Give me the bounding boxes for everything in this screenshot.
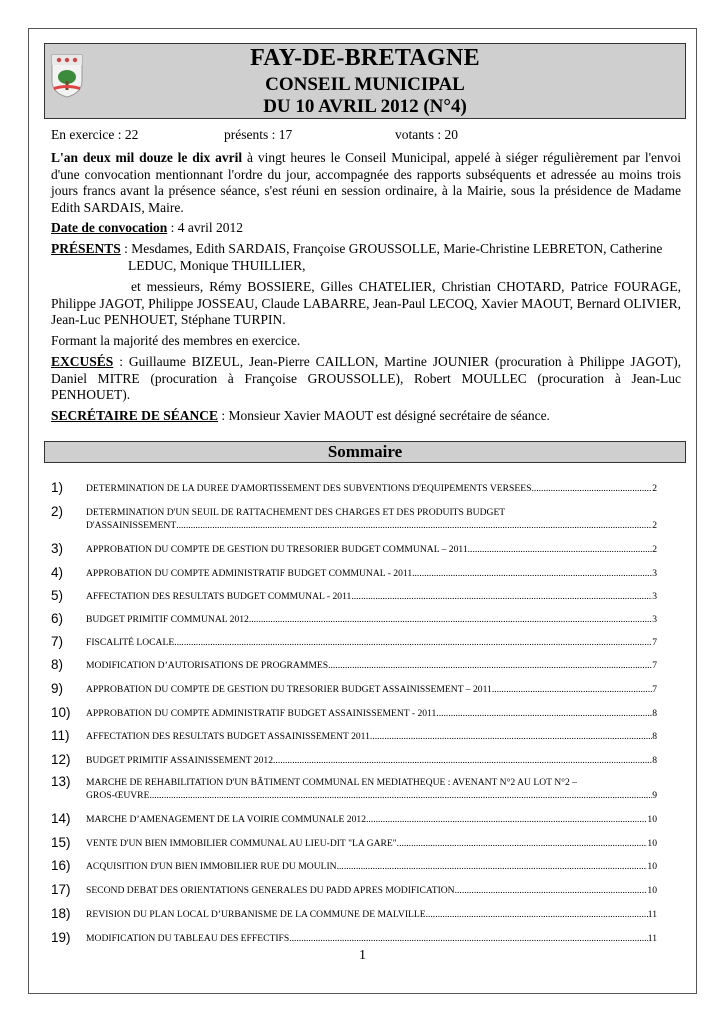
toc-item-number: 4) [51,565,64,580]
toc-leader-dots [366,814,647,827]
toc-item[interactable] [86,544,657,557]
toc-item[interactable] [86,684,657,697]
toc-item-title: APPROBATION DU COMPTE ADMINISTRATIF BUDGET ASSAINISSEMENT - 2011 [86,708,437,719]
excuses-paragraph [51,354,681,404]
excuses-text: : Guillaume BIZEUL, Jean-Pierre CAILLON, Martine JOUNIER (procuration à Philippe JAGOT), Daniel MITRE (procuration à Françoise GROUSSOLLE), Robert MOULLEC (procuration à Jean-Luc PENHOUET). [51,354,681,402]
toc-item-page: 3 [652,614,657,625]
toc-item[interactable] [86,660,657,673]
toc-item-title: BUDGET PRIMITIF ASSAINISSEMENT 2012 [86,755,274,766]
toc-item[interactable] [86,568,657,581]
toc-item-number: 11) [51,728,70,743]
presents-women-a: : Mesdames, Edith SARDAIS, Françoise GROUSSOLLE, Marie-Christine LEBRETON, Catherine [120,241,663,256]
convocation-line [51,220,681,237]
count-presents: présents : 17 [224,127,293,142]
toc-item[interactable] [86,777,657,802]
presents-men [51,279,681,329]
toc-item[interactable] [86,637,657,650]
document-title: FAY-DE-BRETAGNE [250,45,480,71]
toc-item-page: 10 [647,814,657,825]
toc-item[interactable] [86,591,657,604]
document-subtitle: CONSEIL MUNICIPAL [265,74,465,95]
toc-item-page: 10 [647,885,657,896]
convocation-label: Date de convocation [51,220,168,235]
toc-item-page: 2 [652,483,657,494]
toc-item-title: SECOND DEBAT DES ORIENTATIONS GENERALES DU PADD APRES MODIFICATION [86,885,455,896]
toc-item-number: 3) [51,541,64,556]
toc-item-number: 6) [51,611,64,626]
page-number: 1 [359,948,366,963]
toc-item-page: 7 [652,684,657,695]
toc-item-title: MODIFICATION DU TABLEAU DES EFFECTIFS [86,933,290,944]
toc-item-number: 1) [51,480,64,495]
toc-item-page: 8 [652,755,657,766]
toc-item-number: 18) [51,906,71,921]
toc-item-title: AFFECTATION DES RESULTATS BUDGET COMMUNAL - 2011 [86,591,352,602]
toc-item[interactable] [86,483,657,496]
toc-item-title: DETERMINATION D'UN SEUIL DE RATTACHEMENT DES CHARGES ET DES PRODUITS BUDGET [86,507,506,518]
presents-line-1 [51,241,681,258]
toc-leader-dots [328,660,652,673]
toc-item-page: 3 [652,568,657,579]
toc-item-title: AFFECTATION DES RESULTATS BUDGET ASSAINISSEMENT 2011 [86,731,370,742]
toc-item[interactable] [86,814,657,827]
toc-item-page: 8 [652,731,657,742]
intro-text: à vingt heures le Conseil Municipal, appelé à siéger régulièrement par l'envoi d'une convocation mentionnant l'ordre du jour, accompagnée des rapports subséquents et adressée au moins trois jours francs avant la présence séance, s'est réuni en session ordinaire, à la Mairie, sous la présidence de Madame Edith SARDAIS, Maire. [51,150,681,215]
toc-leader-dots [174,637,652,650]
toc-item-number: 10) [51,705,71,720]
toc-leader-dots [337,861,648,874]
toc-item[interactable] [86,838,657,851]
secretaire-line [51,408,681,425]
toc-item-title: APPROBATION DU COMPTE DE GESTION DU TRESORIER BUDGET COMMUNAL – 2011 [86,544,468,555]
toc-item-page: 11 [647,909,657,920]
intro-paragraph [51,150,681,216]
toc-item[interactable] [86,708,657,721]
toc-item-title: MARCHE DE REHABILITATION D'UN BÂTIMENT COMMUNAL EN MEDIATHEQUE : AVENANT N°2 AU LOT N°2 – [86,777,577,788]
toc-item[interactable] [86,731,657,744]
toc-item-title-cont: D'ASSAINISSEMENT [86,519,177,531]
toc-leader-dots [249,614,652,627]
toc-item-title: DETERMINATION DE LA DUREE D'AMORTISSEMENT DES SUBVENTIONS D'EQUIPEMENTS VERSEES [86,483,532,494]
toc-leader-dots [468,544,653,557]
toc-item-number: 16) [51,858,71,873]
toc-item-number: 8) [51,657,64,672]
toc-item-title: VENTE D'UN BIEN IMMOBILIER COMMUNAL AU LIEU-DIT "LA GARE" [86,838,397,849]
toc-item-page: 9 [652,789,657,801]
toc-item[interactable] [86,507,657,532]
convocation-date: : 4 avril 2012 [167,220,243,235]
sommaire-heading: Sommaire [44,441,686,463]
toc-leader-dots [351,591,652,604]
toc-item-title: ACQUISITION D'UN BIEN IMMOBILIER RUE DU MOULIN [86,861,337,872]
toc-item-title: FISCALITÉ LOCALE [86,637,175,648]
toc-item-page: 2 [652,519,657,531]
toc-leader-dots [426,909,648,922]
toc-item[interactable] [86,861,657,874]
toc-leader-dots [492,684,652,697]
toc-leader-dots [531,483,652,496]
document-session-date: DU 10 AVRIL 2012 (N°4) [263,96,467,117]
toc-leader-dots [289,933,648,946]
toc-item-page: 10 [647,838,657,849]
presents-men-b: Philippe JAGOT, Philippe JOSSEAU, Claude LABARRE, Jean-Paul LECOQ, Xavier MAOUT, Bernard OLIVIER, Jean-Luc PENHOUET, Stéphane TURPIN. [51,295,681,327]
toc-leader-dots [412,568,652,581]
toc-item-page: 7 [652,660,657,671]
toc-item-number: 14) [51,811,71,826]
toc-item-page: 2 [652,544,657,555]
toc-item-title: REVISION DU PLAN LOCAL D’URBANISME DE LA COMMUNE DE MALVILLE [86,909,426,920]
toc-leader-dots [176,520,652,533]
toc-item-number: 15) [51,835,71,850]
toc-item[interactable] [86,885,657,898]
presents-women-b: LEDUC, Monique THUILLIER, [128,258,306,273]
toc-leader-dots [370,731,652,744]
toc-item-number: 5) [51,588,64,603]
toc-leader-dots [436,708,652,721]
toc-leader-dots [397,838,648,851]
toc-item-title: MODIFICATION D’AUTORISATIONS DE PROGRAMMES [86,660,329,671]
toc-item[interactable] [86,614,657,627]
toc-item-title: BUDGET PRIMITIF COMMUNAL 2012 [86,614,249,625]
toc-leader-dots [455,885,648,898]
presents-label: PRÉSENTS [51,241,121,256]
toc-item-page: 8 [652,708,657,719]
toc-item-page: 11 [647,933,657,944]
secretaire-label: SECRÉTAIRE DE SÉANCE [51,408,219,423]
toc-item-number: 17) [51,882,71,897]
toc-item-number: 9) [51,681,64,696]
toc-item-title: MARCHE D’AMENAGEMENT DE LA VOIRIE COMMUNALE 2012 [86,814,366,825]
toc-item-page: 10 [647,861,657,872]
count-exercice: En exercice : 22 [51,127,139,142]
toc-item[interactable] [86,909,657,922]
toc-item-title: APPROBATION DU COMPTE ADMINISTRATIF BUDGET COMMUNAL - 2011 [86,568,413,579]
toc-item-title: APPROBATION DU COMPTE DE GESTION DU TRESORIER BUDGET ASSAINISSEMENT – 2011 [86,684,492,695]
toc-item-title-cont: GROS-ŒUVRE [86,789,150,801]
toc-item-number: 19) [51,930,71,945]
majorite-line: Formant la majorité des membres en exercice. [51,333,301,348]
secretaire-text: : Monsieur Xavier MAOUT est désigné secrétaire de séance. [218,408,550,423]
toc-item[interactable] [86,755,657,768]
toc-item-number: 7) [51,634,64,649]
toc-item-number: 13) [51,774,71,789]
toc-item-page: 7 [652,637,657,648]
toc-item-page: 3 [652,591,657,602]
toc-item-number: 2) [51,504,64,519]
presents-men-a: et messieurs, Rémy BOSSIERE, Gilles CHATELIER, Christian CHOTARD, Patrice FOURAGE, [131,279,681,294]
toc-leader-dots [273,755,652,768]
toc-item[interactable] [86,933,657,946]
count-votants: votants : 20 [395,127,458,142]
toc-leader-dots [149,790,652,803]
toc-item-number: 12) [51,752,71,767]
excuses-label: EXCUSÉS [51,354,114,369]
intro-lead: L'an deux mil douze le dix avril [51,150,243,165]
